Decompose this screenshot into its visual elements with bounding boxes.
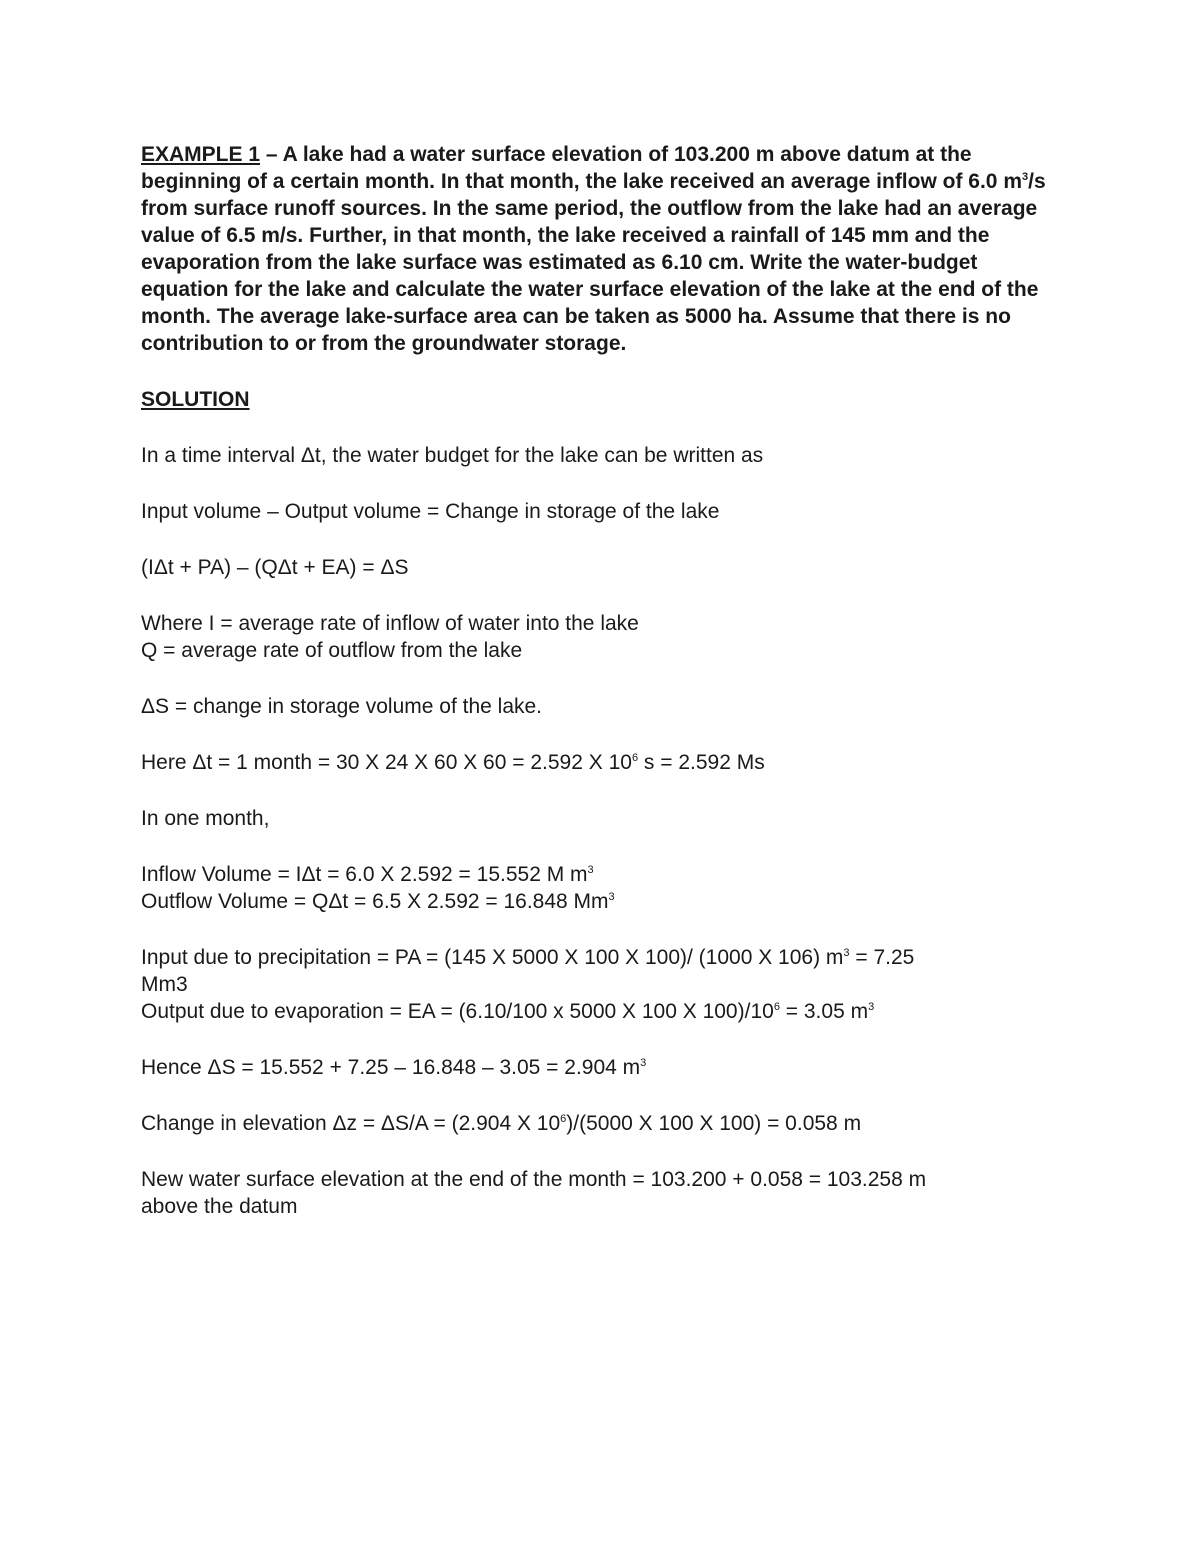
where-block (141, 610, 1061, 664)
delta-z-sup: 6 (560, 1113, 567, 1125)
inflow-sup: 3 (587, 864, 594, 876)
evap-line (141, 998, 1061, 1025)
precip-sup: 3 (843, 947, 850, 959)
solution-intro: In a time interval Δt, the water budget for the lake can be written as (141, 444, 764, 467)
evap-sup-2: 3 (868, 1001, 875, 1013)
dt-text-a: Here Δt = 1 month = 30 X 24 X 60 X 60 = 2.592 X 10 (141, 751, 632, 774)
where-q: Q = average rate of outflow from the lake (141, 639, 523, 662)
dt-line (141, 749, 1061, 776)
delta-z-text-a: Change in elevation Δz = ΔS/A = (2.904 X 10 (141, 1112, 561, 1135)
budget-words: Input volume – Output volume = Change in storage of the lake (141, 500, 720, 523)
new-elevation-line-2: above the datum (141, 1195, 298, 1218)
precip-line-2: Mm3 (141, 973, 188, 996)
delta-s-line (141, 1054, 1061, 1081)
evap-text-b: = 3.05 m (779, 1000, 869, 1023)
budget-equation: (IΔt + PA) – (QΔt + EA) = ΔS (141, 556, 409, 579)
inflow-volume (141, 861, 1061, 888)
outflow-text: Outflow Volume = QΔt = 6.5 X 2.592 = 16.848 Mm (141, 890, 609, 913)
evap-text-a: Output due to evaporation = EA = (6.10/100 x 5000 X 100 X 100)/10 (141, 1000, 774, 1023)
delta-s-text: Hence ΔS = 15.552 + 7.25 – 16.848 – 3.05 = 2.904 m (141, 1056, 641, 1079)
volumes-block (141, 861, 1061, 915)
outflow-volume (141, 888, 1061, 915)
delta-z-line (141, 1110, 1061, 1137)
precip-line (141, 944, 1061, 971)
where-i: Where I = average rate of inflow of water into the lake (141, 612, 639, 635)
inflow-text: Inflow Volume = IΔt = 6.0 X 2.592 = 15.552 M m (141, 863, 588, 886)
evap-sup-1: 6 (773, 1001, 780, 1013)
outflow-sup: 3 (608, 891, 615, 903)
dt-text-b: s = 2.592 Ms (638, 751, 765, 774)
precip-evap-block (141, 944, 1061, 1025)
document-page (141, 141, 1061, 1220)
where-ds: ΔS = change in storage volume of the lake. (141, 695, 543, 718)
one-month: In one month, (141, 807, 270, 830)
problem-text-2: /s from surface runoff sources. In the same period, the outflow from the lake had an average value of 6.5 m/s. Further, in that month, the lake received a rainfall of 145 mm and the evaporation from the lake surface was estimated as 6.10 cm. Write the water-budget equation for the lake and calculate the water surface elevation of the lake at the end of the month. The average lake-surface area can be taken as 5000 ha. Assume that there is no contribution to or from the groundwater storage. (141, 170, 1046, 355)
precip-text-a: Input due to precipitation = PA = (145 X 5000 X 100 X 100)/ (1000 X 106) m (141, 946, 844, 969)
delta-z-text-b: )/(5000 X 100 X 100) = 0.058 m (566, 1112, 862, 1135)
problem-statement (141, 141, 1061, 357)
problem-text-1: – A lake had a water surface elevation of 103.200 m above datum at the beginning of a certain month. In that month, the lake received an average inflow of 6.0 m (141, 143, 1022, 193)
example-label: EXAMPLE 1 (141, 143, 261, 166)
problem-sup: 3 (1022, 171, 1029, 183)
solution-heading: SOLUTION (141, 388, 250, 411)
precip-text-b: = 7.25 (849, 946, 915, 969)
dt-sup: 6 (631, 752, 639, 764)
new-elevation (141, 1166, 1061, 1220)
delta-s-sup: 3 (640, 1057, 647, 1069)
new-elevation-line-1: New water surface elevation at the end of the month = 103.200 + 0.058 = 103.258 m (141, 1168, 927, 1191)
